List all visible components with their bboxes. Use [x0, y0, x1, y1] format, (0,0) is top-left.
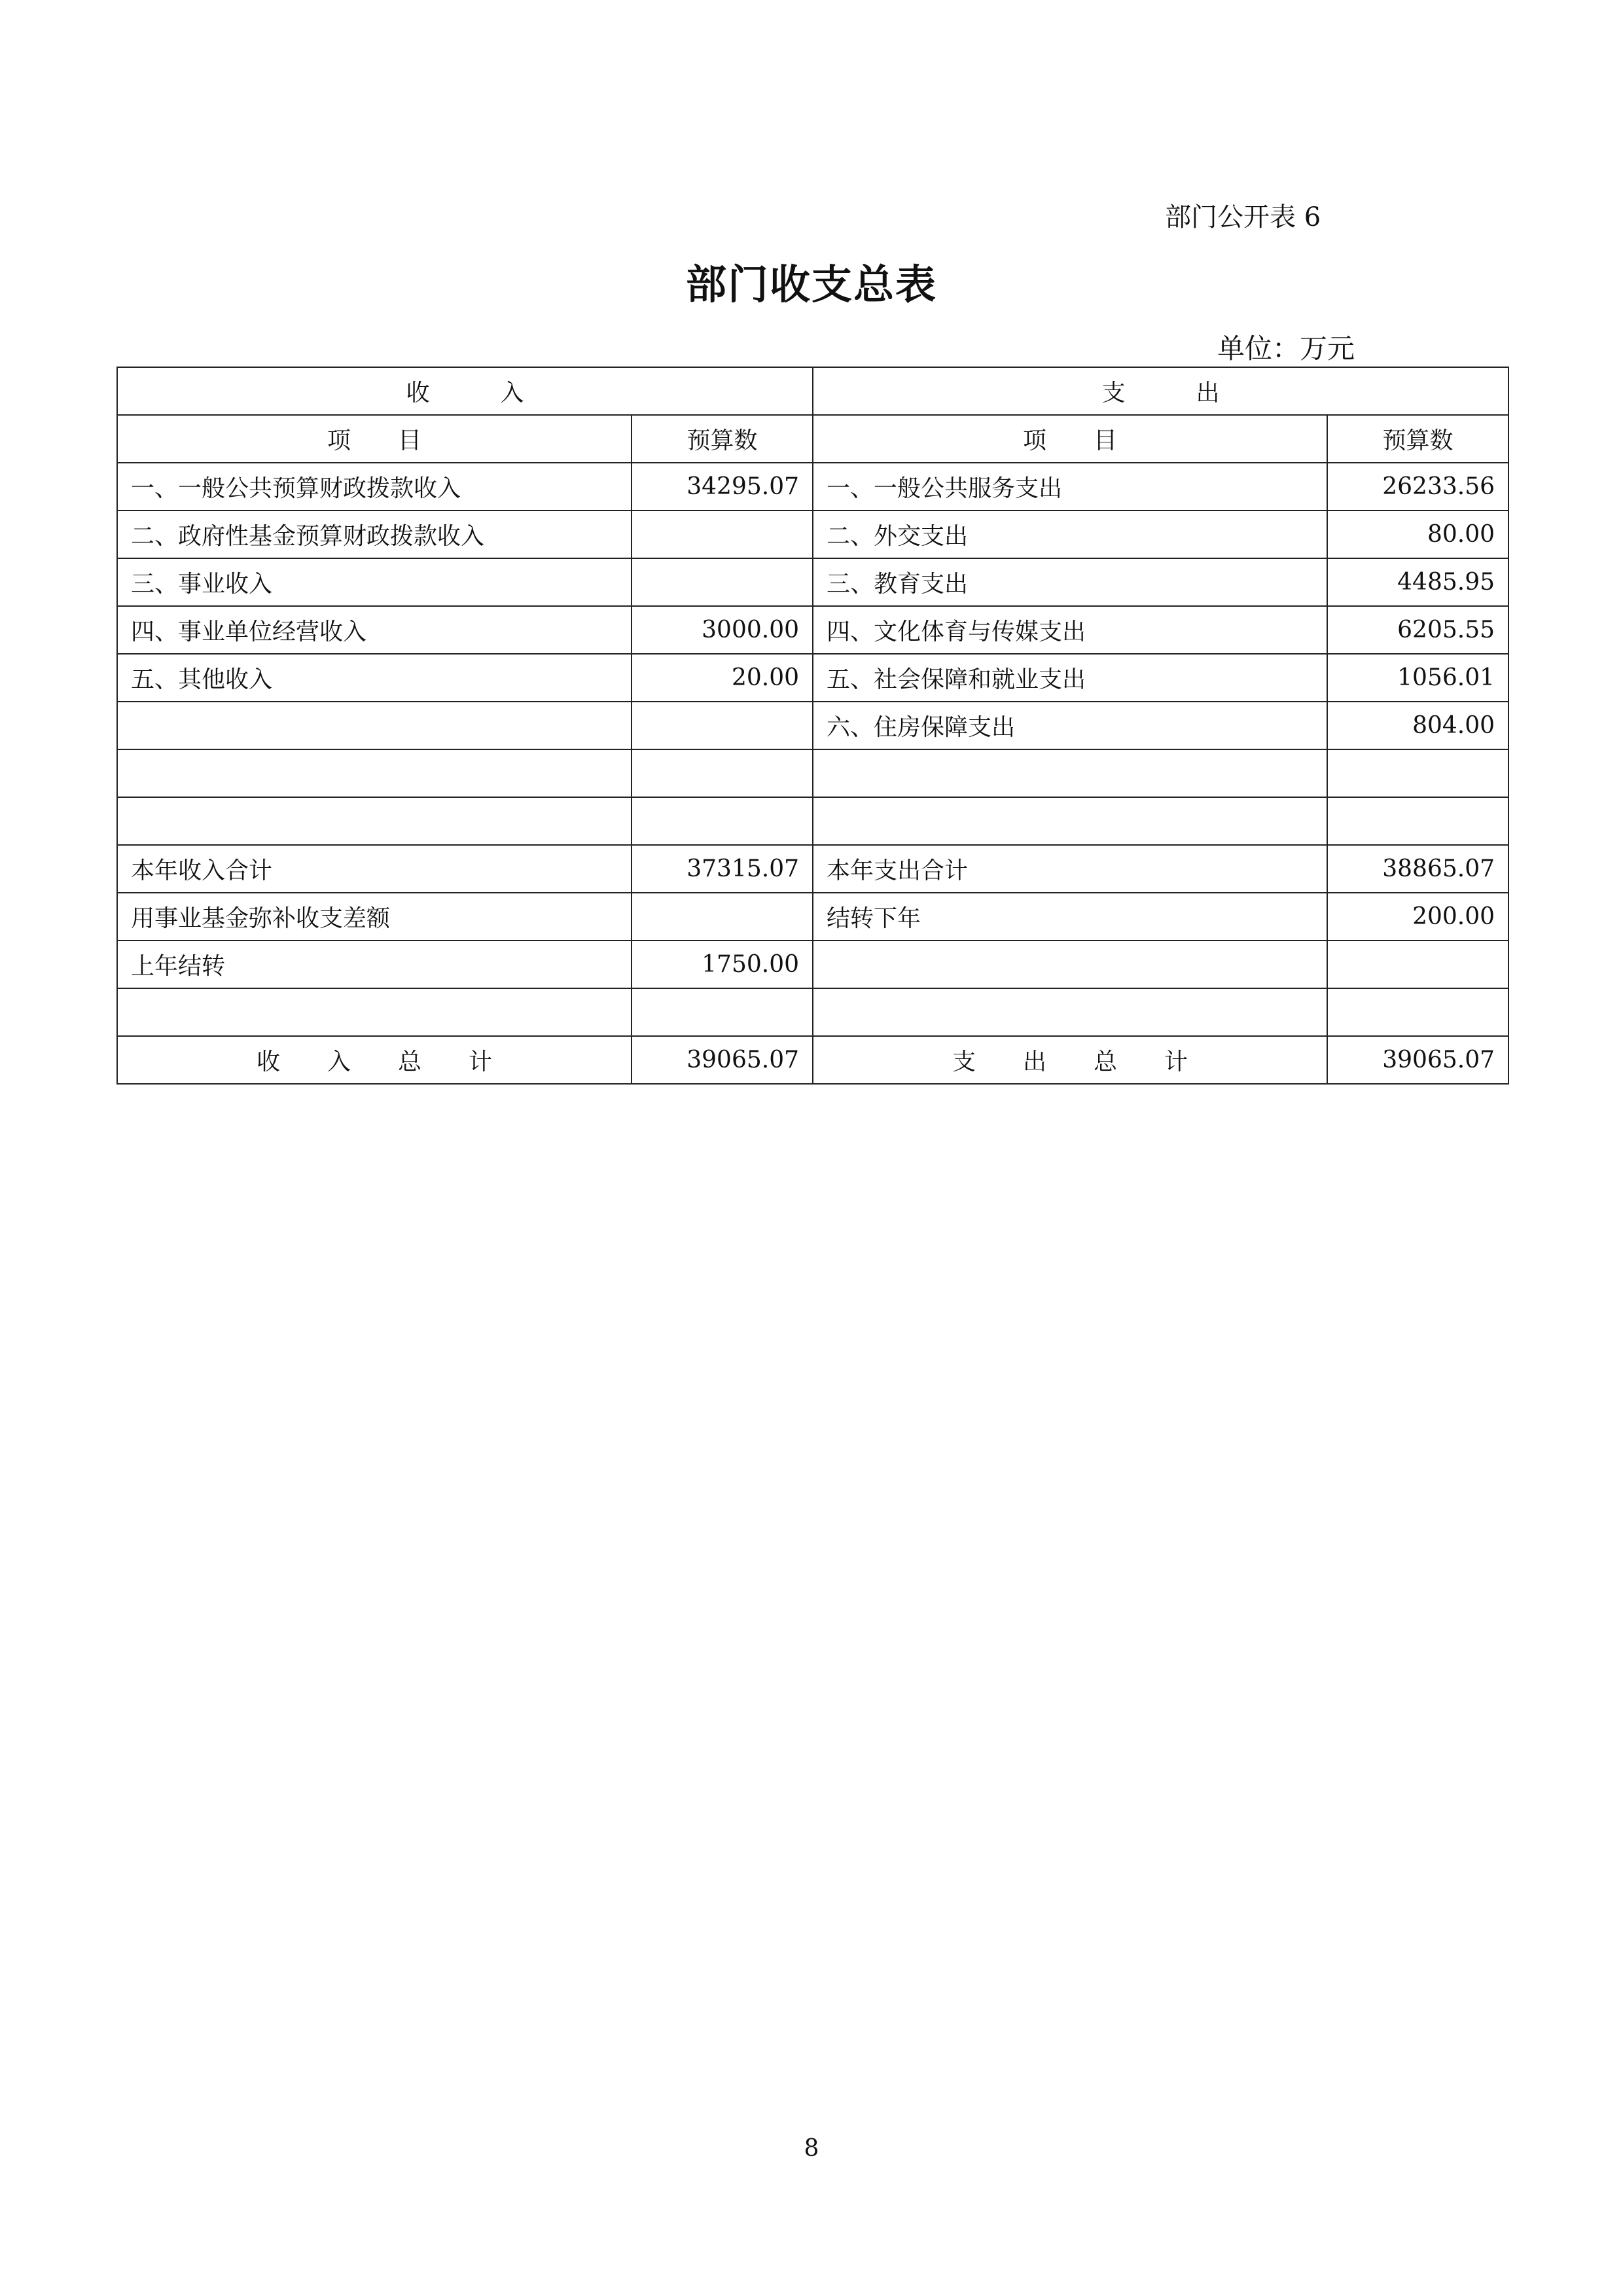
expense-item: [813, 797, 1327, 845]
expense-value: [1327, 988, 1508, 1036]
income-item: 四、事业单位经营收入: [117, 606, 632, 654]
income-item-header: 项 目: [117, 415, 632, 463]
expense-item: 一、一般公共服务支出: [813, 463, 1327, 511]
total-row: [117, 1036, 1508, 1084]
table-row: [117, 511, 1508, 558]
income-section-header: 收 入: [117, 367, 813, 415]
table-row: [117, 654, 1508, 702]
expense-item: 本年支出合计: [813, 845, 1327, 893]
expense-item-header: 项 目: [813, 415, 1327, 463]
income-value: [632, 558, 813, 606]
table-row: [117, 558, 1508, 606]
expense-value: 4485.95: [1327, 558, 1508, 606]
table-row: [117, 749, 1508, 797]
income-value: [632, 893, 813, 941]
expense-total-label: 支 出 总 计: [813, 1036, 1327, 1084]
expense-item: [813, 941, 1327, 988]
page-title: 部门收支总表: [685, 260, 937, 308]
income-total-label: 收 入 总 计: [117, 1036, 632, 1084]
income-item: 五、其他收入: [117, 654, 632, 702]
income-value: 20.00: [632, 654, 813, 702]
expense-budget-header: 预算数: [1327, 415, 1508, 463]
income-item: [117, 988, 632, 1036]
section-header-row: [117, 367, 1508, 415]
expense-item: 结转下年: [813, 893, 1327, 941]
income-item: [117, 797, 632, 845]
expense-item: [813, 749, 1327, 797]
expense-section-header: 支 出: [813, 367, 1508, 415]
income-value: 37315.07: [632, 845, 813, 893]
income-value: 3000.00: [632, 606, 813, 654]
table-row: [117, 797, 1508, 845]
table-row: [117, 988, 1508, 1036]
expense-item: 二、外交支出: [813, 511, 1327, 558]
table-row: [117, 845, 1508, 893]
expense-value: 26233.56: [1327, 463, 1508, 511]
income-value: 34295.07: [632, 463, 813, 511]
income-value: [632, 511, 813, 558]
expense-value: 200.00: [1327, 893, 1508, 941]
table-row: [117, 702, 1508, 749]
expense-item: 四、文化体育与传媒支出: [813, 606, 1327, 654]
income-item: 二、政府性基金预算财政拨款收入: [117, 511, 632, 558]
unit-label: 单位：万元: [1217, 332, 1355, 365]
expense-item: [813, 988, 1327, 1036]
income-item: [117, 702, 632, 749]
income-budget-header: 预算数: [632, 415, 813, 463]
income-value: [632, 797, 813, 845]
income-item: 上年结转: [117, 941, 632, 988]
income-total-value: 39065.07: [632, 1036, 813, 1084]
page-number: 8: [804, 2135, 819, 2162]
expense-value: 1056.01: [1327, 654, 1508, 702]
income-item: [117, 749, 632, 797]
expense-item: 六、住房保障支出: [813, 702, 1327, 749]
income-value: 1750.00: [632, 941, 813, 988]
budget-summary-table: [116, 367, 1509, 1085]
expense-value: [1327, 941, 1508, 988]
expense-value: 38865.07: [1327, 845, 1508, 893]
table-row: [117, 463, 1508, 511]
expense-value: [1327, 749, 1508, 797]
expense-item: 五、社会保障和就业支出: [813, 654, 1327, 702]
income-value: [632, 749, 813, 797]
expense-value: [1327, 797, 1508, 845]
income-item: 用事业基金弥补收支差额: [117, 893, 632, 941]
table-row: [117, 941, 1508, 988]
income-value: [632, 988, 813, 1036]
income-item: 三、事业收入: [117, 558, 632, 606]
expense-item: 三、教育支出: [813, 558, 1327, 606]
table-row: [117, 893, 1508, 941]
income-item: 一、一般公共预算财政拨款收入: [117, 463, 632, 511]
table-row: [117, 606, 1508, 654]
income-value: [632, 702, 813, 749]
expense-value: 6205.55: [1327, 606, 1508, 654]
expense-total-value: 39065.07: [1327, 1036, 1508, 1084]
expense-value: 804.00: [1327, 702, 1508, 749]
income-item: 本年收入合计: [117, 845, 632, 893]
table-number-label: 部门公开表 6: [1165, 202, 1321, 232]
column-header-row: [117, 415, 1508, 463]
expense-value: 80.00: [1327, 511, 1508, 558]
